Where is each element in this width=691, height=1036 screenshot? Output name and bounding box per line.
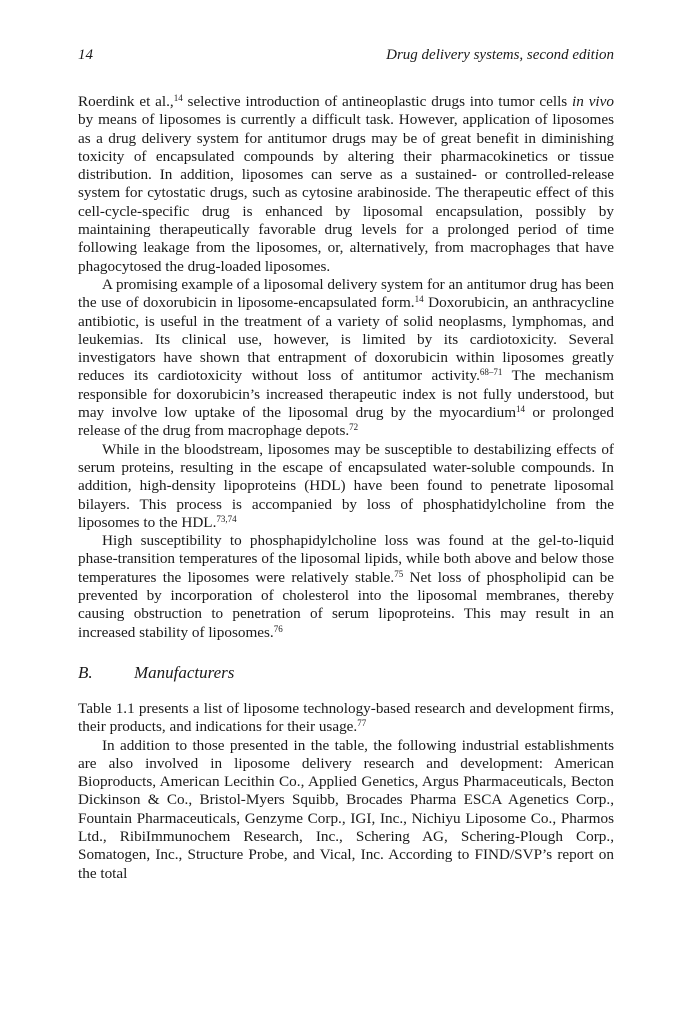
citation: 14 xyxy=(173,93,183,103)
paragraph-2: A promising example of a liposomal delivery system for an antitumor drug has been the use of doxorubicin in liposome-encapsulated form.$^{14}$ Doxorubicin, an anthracycline antibiotic, is useful in the treatment of a variety of solid neoplasms, lymphomas, and leukemias. Its clinical use, however, is limited by its cardiotoxicity. Several investigators have shown that entrapment of doxorubicin within liposomes greatly reduces its cardiotoxicity without loss of antitumor activity.$^{68-71}$ The mechanism responsible for doxorubicin’s increased therapeutic index is not fully understood, but may involve low uptake of the liposomal drug by the myocardium$^{14}$ or prolonged release of the drug from macrophage depots.$^{72}$ xyxy=(78,275,615,440)
citation: 73,74 xyxy=(216,513,237,524)
section-title: Manufacturers xyxy=(134,662,235,682)
citation: 75 xyxy=(394,568,404,579)
paragraph-3: While in the bloodstream, liposomes may be susceptible to destabilizing effects of serum proteins, resulting in the escape of encapsulated water-soluble compounds. In addition, high-density lipoproteins (HDL) have been found to penetrate liposomal bilayers. This process is accompanied by loss of phosphatidylcholine from the liposomes to the HDL.$^{73,74}$ xyxy=(78,440,614,531)
citation: 14 xyxy=(516,404,526,415)
citation: 77 xyxy=(357,718,367,729)
citation: 14 xyxy=(414,294,424,305)
section-letter: B. xyxy=(78,662,93,682)
paragraph-6: In addition to those presented in the table, the following industrial establishments are also involved in liposome delivery research and development: American Bioproducts, American Lecithin Co., Applied Genetics, Argus Pharmaceuticals, Becton Dickinson & Co., Bristol-Myers Squibb, Brocades Pharma ESCA Agenetics Corp., Fountain Pharmaceuticals, Genzyme Corp., IGI, Inc., Nichiyu Liposome Co., Pharmos Ltd., RibiImmunochem Research, Inc., Schering AG, Schering-Plough Corp., Somatogen, Inc., Structure Probe, and Vical, Inc. According to FIND/SVP’s report on the total xyxy=(78,736,614,882)
running-header xyxy=(78,47,614,67)
citation: 72 xyxy=(349,422,359,433)
latin-term: in vivo xyxy=(572,93,614,110)
citation: 76 xyxy=(273,623,283,634)
page-number: 14 xyxy=(78,47,93,63)
paragraph-4: High susceptibility to phosphapidylcholine loss was found at the gel-to-liquid phase-transition temperatures of the liposomal lipids, while both above and below those temperatures the liposomes were relatively stable.$^{75}$ Net loss of phospholipid can be prevented by incorporation of cholesterol into the liposomal membranes, thereby causing obstruction to penetration of serum lipoproteins. This may result in an increased stability of liposomes.$^{76}$ xyxy=(78,532,614,641)
paragraph-5: Table 1.1 presents a list of liposome technology-based research and development firms, their products, and indications for their usage.$^{77}$ xyxy=(78,699,614,736)
running-title: Drug delivery systems, second edition xyxy=(386,47,614,63)
body-text xyxy=(78,93,614,883)
section-heading xyxy=(78,662,614,684)
paragraph-1: Roerdink et al.,$^{14}$ selective introduction of antineoplastic drugs into tumor cells in vivo by means of liposomes is currently a difficult task. However, application of liposomes as a drug delivery system for antitumor drugs may be of great benefit in diminishing toxicity of encapsulated compounds by altering their pharmacokinetics or tissue distribution. In addition, liposomes can serve as a sustained- or controlled-release system for cytostatic drugs, such as cytosine arabinoside. The therapeutic effect of this cell-cycle-specific drug is enhanced by liposomal encapsulation, possibly by maintaining therapeutically favorable drug levels for a prolonged period of time following leakage from the liposomes, or, alternatively, from macrophages that have phagocytosed the drug-loaded liposomes. xyxy=(78,93,614,275)
citation: 68–71 xyxy=(479,367,503,378)
